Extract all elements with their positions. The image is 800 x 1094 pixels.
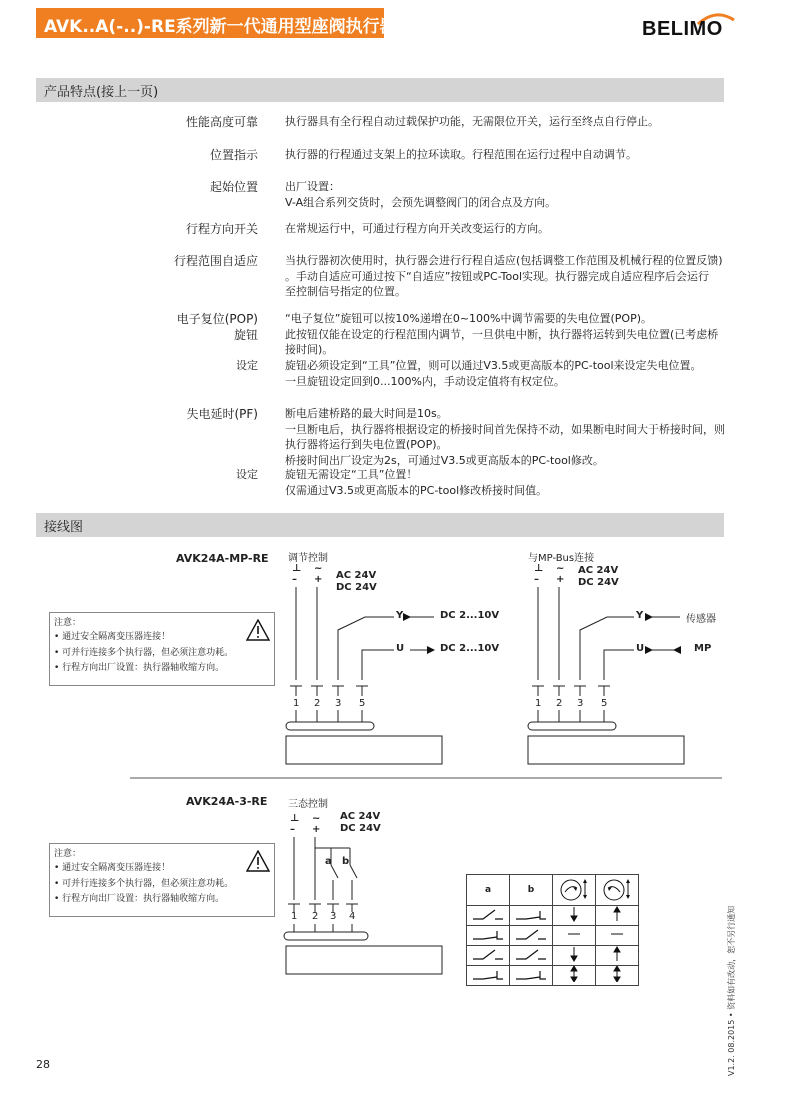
ac-label: AC 24V [336, 570, 377, 581]
table-cell [553, 946, 596, 966]
plus-symbol: + [314, 574, 323, 585]
table-cell [596, 926, 639, 946]
valve-direction-reverse-icon [596, 875, 639, 906]
tilde-symbol: ~ [556, 563, 565, 574]
diagram-1-lines [286, 587, 442, 764]
terminal-label: 4 [349, 911, 356, 922]
note-line: • 行程方向出厂设置：执行器轴收缩方向。 [54, 663, 225, 673]
u-signal: DC 2...10V [440, 643, 500, 654]
terminal-label: 5 [601, 698, 608, 709]
page-title: AVK..A(-..)-RE系列新一代通用型座阀执行器 [44, 17, 397, 37]
terminal-label: 2 [556, 698, 563, 709]
contact-open-icon [514, 947, 548, 961]
terminal-label: 1 [535, 698, 542, 709]
feature-sublabel: 旋钮 [233, 328, 258, 342]
table-cell [510, 946, 553, 966]
feature-description-line: 当执行器初次使用时，执行器会进行行程自适应(包括调整工作范围及机械行程的位置反馈) [285, 254, 723, 267]
stop-dash-icon [564, 926, 584, 942]
ac-label: AC 24V [340, 811, 381, 822]
contact-closed-icon [514, 907, 548, 921]
table-cell [553, 906, 596, 926]
table-row [467, 966, 639, 986]
model-name-1: AVK24A-MP-RE [176, 552, 269, 565]
feature-description-line: 。手动自适应可通过按下“自适应”按钮或PC-Tool实现。执行器完成自适应程序后会运行 [285, 269, 710, 283]
version-note-text: V1.2. 08.2015 • 资料如有改动，恕不另行通知 [727, 905, 736, 1076]
feature-description-line: 此按钮仅能在设定的行程范围内调节，一旦供电中断，执行器将运转到失电位置(已考虑桥 [285, 327, 719, 341]
contact-open-icon [514, 927, 548, 941]
u-label: U [636, 643, 645, 654]
u-label: U [396, 643, 405, 654]
mode-label-1: 调节控制 [288, 553, 328, 564]
feature-label: 设定 [236, 468, 258, 481]
plus-symbol: + [556, 574, 565, 585]
ground-symbol: ⊥ [292, 563, 302, 574]
dc-label: DC 24V [578, 577, 619, 588]
table-header-row [467, 875, 639, 906]
version-note [720, 898, 744, 1078]
feature-description-line: 仅需通过V3.5或更高版本的PC-tool修改桥接时间值。 [285, 483, 548, 497]
terminal-label: 3 [330, 911, 337, 922]
terminal-label: 1 [291, 911, 298, 922]
diagram-3-lines [284, 837, 442, 974]
minus-symbol: – [290, 824, 295, 835]
feature-label: 行程范围自适应 [173, 254, 258, 268]
switch-b-label: b [342, 856, 350, 867]
down-arrow-icon [564, 946, 584, 962]
ground-symbol: ⊥ [534, 563, 544, 574]
feature-description-line: 至控制信号指定的位置。 [285, 285, 406, 298]
contact-closed-icon [514, 967, 548, 981]
table-cell [467, 946, 510, 966]
mode-label-3: 三态控制 [288, 799, 328, 810]
table-header-b: b [510, 875, 553, 906]
up-down-arrow-icon [564, 966, 584, 982]
table-cell [467, 926, 510, 946]
y-signal: DC 2...10V [440, 610, 500, 621]
minus-symbol: – [534, 574, 539, 585]
terminal-label: 3 [577, 698, 584, 709]
switch-state-table [466, 874, 639, 986]
feature-label: 失电延时(PF) [186, 407, 258, 421]
feature-label: 设定 [236, 359, 258, 372]
down-arrow-icon [564, 906, 584, 922]
feature-description-line: 执行器具有全行程自动过载保护功能，无需限位开关，运行至终点自行停止。 [285, 115, 659, 128]
table-cell [510, 926, 553, 946]
feature-description-line: 旋钮必须设定到“工具”位置，则可以通过V3.5或更高版本的PC-tool来设定失电位置。 [285, 359, 702, 372]
table-cell [596, 906, 639, 926]
terminal-label: 5 [359, 698, 366, 709]
dc-label: DC 24V [340, 823, 381, 834]
table-cell [553, 966, 596, 986]
feature-description-line: 旋钮无需设定“工具”位置！ [285, 468, 418, 481]
y-label: Y [396, 610, 404, 621]
contact-closed-icon [471, 927, 505, 941]
y-signal: 传感器 [686, 614, 716, 625]
stop-dash-icon [607, 926, 627, 942]
note-line: • 通过安全隔离变压器连接！ [54, 863, 171, 873]
contact-open-icon [471, 907, 505, 921]
table-row [467, 926, 639, 946]
contact-closed-icon [471, 967, 505, 981]
table-cell [596, 966, 639, 986]
table-cell [467, 906, 510, 926]
switch-a-label: a [325, 856, 332, 867]
feature-description-line: 执行器将运行到失电位置(POP)。 [285, 438, 448, 451]
feature-label: 位置指示 [209, 148, 258, 162]
table-header-a: a [467, 875, 510, 906]
y-label: Y [636, 610, 644, 621]
ac-label: AC 24V [578, 565, 619, 576]
terminal-label: 3 [335, 698, 342, 709]
feature-description-line: 出厂设置： [285, 180, 340, 193]
note-line: • 行程方向出厂设置：执行器轴收缩方向。 [54, 894, 225, 904]
table-cell [553, 926, 596, 946]
diagram-2-lines [528, 587, 684, 764]
model-name-3: AVK24A-3-RE [186, 795, 268, 808]
feature-description-line: V-A组合系列交货时，会预先调整阀门的闭合点及方向。 [285, 195, 557, 209]
note-line: • 可并行连接多个执行器，但必须注意功耗。 [54, 879, 234, 889]
ground-symbol: ⊥ [290, 813, 300, 824]
feature-description-line: 接时间)。 [285, 343, 334, 356]
plus-symbol: + [312, 824, 321, 835]
table-row [467, 906, 639, 926]
table-row [467, 946, 639, 966]
dc-label: DC 24V [336, 582, 377, 593]
minus-symbol: – [292, 574, 297, 585]
feature-description-line: 桥接时间出厂设定为2s，可通过V3.5或更高版本的PC-tool修改。 [285, 453, 604, 467]
table-cell [467, 966, 510, 986]
page-number: 28 [36, 1058, 50, 1071]
note-line: • 通过安全隔离变压器连接！ [54, 632, 171, 642]
note-title: 注意： [54, 618, 82, 628]
table-cell [510, 906, 553, 926]
feature-description-line: “电子复位”旋钮可以按10%递增在0~100%中调节需要的失电位置(POP)。 [285, 312, 653, 325]
mode-label-2: 与MP-Bus连接 [528, 553, 595, 564]
feature-description-line: 执行器的行程通过支架上的拉环读取。行程范围在运行过程中自动调节。 [285, 148, 637, 161]
valve-direction-icon [553, 875, 596, 906]
up-down-arrow-icon [607, 966, 627, 982]
feature-label: 性能高度可靠 [185, 115, 258, 129]
terminal-label: 1 [293, 698, 300, 709]
feature-description-line: 一旦断电后，执行器将根据设定的桥接时间首先保持不动，如果断电时间大于桥接时间，则 [285, 422, 725, 436]
terminal-label: 2 [312, 911, 319, 922]
feature-description-line: 在常规运行中，可通过行程方向开关改变运行的方向。 [285, 222, 549, 235]
feature-description-line: 一旦旋钮设定回到0...100%内，手动设定值将有权定位。 [285, 374, 565, 388]
wiring-section-title: 接线图 [44, 520, 84, 535]
note-line: • 可并行连接多个执行器，但必须注意功耗。 [54, 648, 234, 658]
terminal-label: 2 [314, 698, 321, 709]
u-signal: MP [694, 643, 712, 654]
feature-label: 电子复位(POP) [176, 312, 258, 326]
up-arrow-icon [607, 946, 627, 962]
tilde-symbol: ~ [314, 563, 323, 574]
feature-description-line: 断电后建桥路的最大时间是10s。 [285, 407, 448, 420]
brand-name: BELIMO [642, 18, 723, 40]
features-section-title: 产品特点(接上一页) [44, 85, 159, 100]
note-title: 注意： [54, 849, 82, 859]
feature-label: 行程方向开关 [185, 222, 258, 236]
up-arrow-icon [607, 906, 627, 922]
table-cell [596, 946, 639, 966]
table-cell [510, 966, 553, 986]
feature-label: 起始位置 [209, 180, 258, 194]
contact-open-icon [471, 947, 505, 961]
tilde-symbol: ~ [312, 813, 321, 824]
